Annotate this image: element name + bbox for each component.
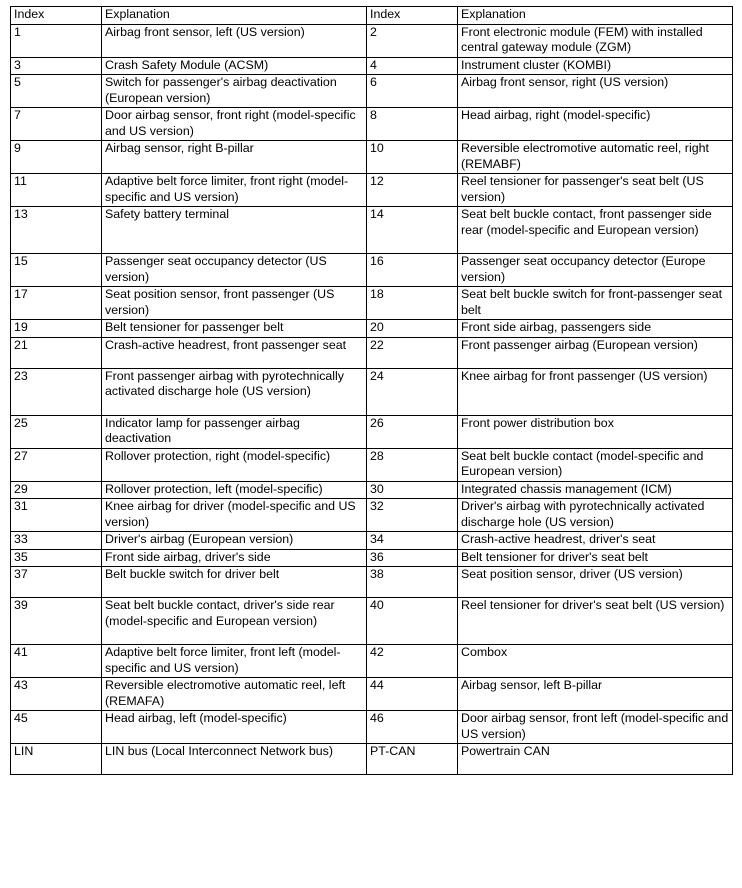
explanation-cell-right: Instrument cluster (KOMBI) (458, 57, 733, 75)
explanation-cell-right: Airbag front sensor, right (US version) (458, 75, 733, 108)
table-row (11, 337, 733, 368)
table-row (11, 108, 733, 141)
index-cell-right: 6 (367, 75, 458, 108)
index-cell-left: 9 (11, 141, 102, 174)
explanation-cell-right: Front side airbag, passengers side (458, 320, 733, 338)
index-cell-left: 41 (11, 645, 102, 678)
explanation-cell-right: Reel tensioner for passenger's seat belt (US version) (458, 174, 733, 207)
explanation-cell-right: Front power distribution box (458, 415, 733, 448)
table-row (11, 57, 733, 75)
explanation-cell-right: Knee airbag for front passenger (US version) (458, 368, 733, 415)
component-legend-table (10, 6, 733, 775)
header-index-left: Index (11, 7, 102, 25)
index-cell-right: 22 (367, 337, 458, 368)
legend-body (11, 24, 733, 775)
index-cell-right: 12 (367, 174, 458, 207)
table-row (11, 532, 733, 550)
index-cell-left: 27 (11, 448, 102, 481)
explanation-cell-left: LIN bus (Local Interconnect Network bus) (102, 744, 367, 775)
index-cell-right: 28 (367, 448, 458, 481)
index-cell-left: 37 (11, 567, 102, 598)
index-cell-right: 36 (367, 549, 458, 567)
index-cell-right: 8 (367, 108, 458, 141)
explanation-cell-right: Powertrain CAN (458, 744, 733, 775)
index-cell-left: 15 (11, 254, 102, 287)
table-row (11, 678, 733, 711)
index-cell-left: 3 (11, 57, 102, 75)
index-cell-right: 34 (367, 532, 458, 550)
explanation-cell-right: Door airbag sensor, front left (model-specific and US version) (458, 711, 733, 744)
explanation-cell-right: Crash-active headrest, driver's seat (458, 532, 733, 550)
explanation-cell-left: Reversible electromotive automatic reel, left (REMAFA) (102, 678, 367, 711)
table-row (11, 207, 733, 254)
explanation-cell-right: Combox (458, 645, 733, 678)
index-cell-left: 35 (11, 549, 102, 567)
index-cell-right: 30 (367, 481, 458, 499)
index-cell-right: 26 (367, 415, 458, 448)
explanation-cell-left: Adaptive belt force limiter, front right (model-specific and US version) (102, 174, 367, 207)
explanation-cell-left: Seat belt buckle contact, driver's side rear (model-specific and European version) (102, 598, 367, 645)
explanation-cell-left: Airbag sensor, right B-pillar (102, 141, 367, 174)
index-cell-right: 18 (367, 287, 458, 320)
index-cell-left: 17 (11, 287, 102, 320)
explanation-cell-right: Belt tensioner for driver's seat belt (458, 549, 733, 567)
explanation-cell-right: Seat position sensor, driver (US version) (458, 567, 733, 598)
index-cell-right: 44 (367, 678, 458, 711)
table-row (11, 598, 733, 645)
index-cell-right: 32 (367, 499, 458, 532)
explanation-cell-left: Seat position sensor, front passenger (US version) (102, 287, 367, 320)
explanation-cell-right: Seat belt buckle contact, front passenger side rear (model-specific and European version) (458, 207, 733, 254)
index-cell-left: 29 (11, 481, 102, 499)
explanation-cell-right: Passenger seat occupancy detector (Europe version) (458, 254, 733, 287)
explanation-cell-left: Switch for passenger's airbag deactivation (European version) (102, 75, 367, 108)
table-row (11, 567, 733, 598)
table-row (11, 368, 733, 415)
index-cell-right: 2 (367, 24, 458, 57)
index-cell-left: 31 (11, 499, 102, 532)
index-cell-right: 16 (367, 254, 458, 287)
explanation-cell-right: Seat belt buckle contact (model-specific and European version) (458, 448, 733, 481)
explanation-cell-right: Reversible electromotive automatic reel, right (REMABF) (458, 141, 733, 174)
table-row (11, 711, 733, 744)
index-cell-left: 43 (11, 678, 102, 711)
table-row (11, 448, 733, 481)
explanation-cell-left: Crash-active headrest, front passenger seat (102, 337, 367, 368)
index-cell-left: 13 (11, 207, 102, 254)
explanation-cell-left: Crash Safety Module (ACSM) (102, 57, 367, 75)
explanation-cell-left: Driver's airbag (European version) (102, 532, 367, 550)
index-cell-right: 14 (367, 207, 458, 254)
index-cell-left: 7 (11, 108, 102, 141)
index-cell-left: 5 (11, 75, 102, 108)
index-cell-left: LIN (11, 744, 102, 775)
table-row (11, 320, 733, 338)
explanation-cell-left: Adaptive belt force limiter, front left (model-specific and US version) (102, 645, 367, 678)
table-row (11, 287, 733, 320)
explanation-cell-right: Head airbag, right (model-specific) (458, 108, 733, 141)
table-row (11, 499, 733, 532)
table-row (11, 75, 733, 108)
index-cell-right: 4 (367, 57, 458, 75)
index-cell-right: 46 (367, 711, 458, 744)
index-cell-right: 40 (367, 598, 458, 645)
index-cell-right: PT-CAN (367, 744, 458, 775)
explanation-cell-right: Integrated chassis management (ICM) (458, 481, 733, 499)
explanation-cell-left: Belt tensioner for passenger belt (102, 320, 367, 338)
index-cell-right: 20 (367, 320, 458, 338)
explanation-cell-left: Knee airbag for driver (model-specific and US version) (102, 499, 367, 532)
header-explanation-right: Explanation (458, 7, 733, 25)
explanation-cell-left: Head airbag, left (model-specific) (102, 711, 367, 744)
index-cell-left: 25 (11, 415, 102, 448)
explanation-cell-right: Reel tensioner for driver's seat belt (US version) (458, 598, 733, 645)
table-row (11, 254, 733, 287)
table-row (11, 481, 733, 499)
explanation-cell-left: Front passenger airbag with pyrotechnically activated discharge hole (US version) (102, 368, 367, 415)
table-row (11, 24, 733, 57)
index-cell-left: 19 (11, 320, 102, 338)
index-cell-left: 11 (11, 174, 102, 207)
index-cell-right: 10 (367, 141, 458, 174)
index-cell-left: 23 (11, 368, 102, 415)
index-cell-right: 38 (367, 567, 458, 598)
explanation-cell-left: Passenger seat occupancy detector (US version) (102, 254, 367, 287)
table-row (11, 141, 733, 174)
explanation-cell-left: Rollover protection, right (model-specific) (102, 448, 367, 481)
explanation-cell-left: Indicator lamp for passenger airbag deactivation (102, 415, 367, 448)
explanation-cell-left: Door airbag sensor, front right (model-specific and US version) (102, 108, 367, 141)
table-row (11, 744, 733, 775)
index-cell-left: 21 (11, 337, 102, 368)
index-cell-left: 39 (11, 598, 102, 645)
explanation-cell-left: Rollover protection, left (model-specific) (102, 481, 367, 499)
explanation-cell-right: Front electronic module (FEM) with installed central gateway module (ZGM) (458, 24, 733, 57)
table-row (11, 415, 733, 448)
header-explanation-left: Explanation (102, 7, 367, 25)
explanation-cell-right: Driver's airbag with pyrotechnically activated discharge hole (US version) (458, 499, 733, 532)
index-cell-left: 45 (11, 711, 102, 744)
table-row (11, 174, 733, 207)
header-row (11, 7, 733, 25)
header-index-right: Index (367, 7, 458, 25)
table-row (11, 549, 733, 567)
explanation-cell-right: Seat belt buckle switch for front-passenger seat belt (458, 287, 733, 320)
index-cell-left: 1 (11, 24, 102, 57)
explanation-cell-left: Airbag front sensor, left (US version) (102, 24, 367, 57)
index-cell-right: 24 (367, 368, 458, 415)
index-cell-left: 33 (11, 532, 102, 550)
explanation-cell-left: Belt buckle switch for driver belt (102, 567, 367, 598)
explanation-cell-right: Front passenger airbag (European version) (458, 337, 733, 368)
index-cell-right: 42 (367, 645, 458, 678)
explanation-cell-left: Safety battery terminal (102, 207, 367, 254)
table-row (11, 645, 733, 678)
explanation-cell-left: Front side airbag, driver's side (102, 549, 367, 567)
explanation-cell-right: Airbag sensor, left B-pillar (458, 678, 733, 711)
